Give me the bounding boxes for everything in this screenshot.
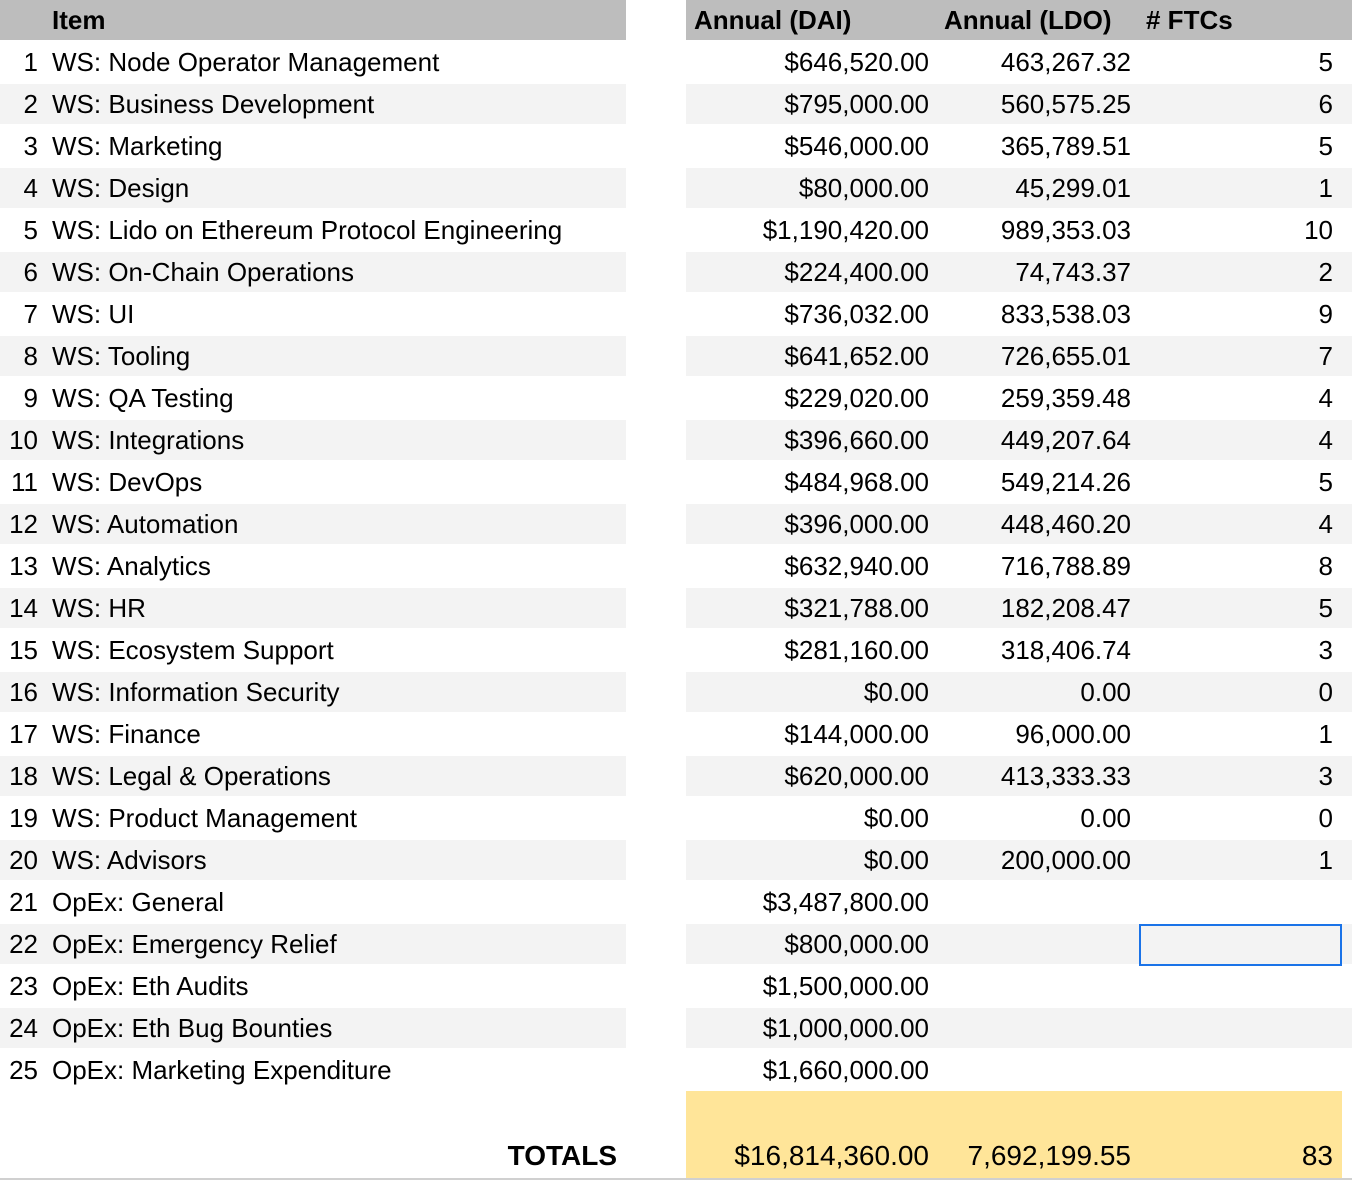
annual-dai-cell[interactable]: $281,160.00 — [784, 635, 929, 665]
table-row — [0, 1008, 1352, 1050]
item-cell[interactable]: WS: HR — [52, 593, 146, 623]
ftcs-cell[interactable]: 4 — [1318, 425, 1333, 455]
item-cell[interactable]: WS: Design — [52, 173, 190, 203]
ftcs-cell[interactable]: 7 — [1318, 341, 1333, 371]
totals-row — [0, 1136, 1352, 1178]
ftcs-cell[interactable]: 1 — [1318, 173, 1333, 203]
table-row — [0, 252, 1352, 294]
row-number[interactable]: 25 — [9, 1055, 38, 1085]
table-row — [0, 504, 1352, 546]
table-row — [0, 546, 1352, 588]
annual-dai-cell[interactable]: $396,000.00 — [784, 509, 929, 539]
annual-ldo-cell[interactable]: 448,460.20 — [1000, 509, 1131, 539]
ftcs-cell[interactable]: 5 — [1318, 467, 1333, 497]
ftcs-cell[interactable]: 10 — [1304, 215, 1333, 245]
table-row — [0, 378, 1352, 420]
annual-dai-cell[interactable]: $224,400.00 — [784, 257, 929, 287]
table-row — [0, 420, 1352, 462]
table-row — [0, 1050, 1352, 1092]
item-cell[interactable]: OpEx: Eth Bug Bounties — [52, 1013, 333, 1043]
table-row — [0, 168, 1352, 210]
ftcs-cell[interactable]: 0 — [1318, 803, 1333, 833]
row-number[interactable]: 3 — [23, 131, 38, 161]
annual-dai-cell[interactable]: $546,000.00 — [784, 131, 929, 161]
ftcs-cell[interactable]: 1 — [1318, 845, 1333, 875]
table-row — [0, 84, 1352, 126]
annual-dai-cell[interactable]: $0.00 — [863, 803, 929, 833]
row-number[interactable]: 11 — [11, 467, 38, 497]
item-cell[interactable]: OpEx: General — [52, 887, 224, 917]
ftcs-cell[interactable]: 4 — [1318, 509, 1333, 539]
ftcs-cell[interactable] — [1140, 882, 1333, 922]
row-number[interactable]: 8 — [23, 341, 38, 371]
table-row — [0, 462, 1352, 504]
table-row — [0, 840, 1352, 882]
table-row — [0, 588, 1352, 630]
row-number[interactable]: 15 — [9, 635, 38, 665]
ftcs-cell[interactable]: 0 — [1318, 677, 1333, 707]
ftcs-cell[interactable]: 2 — [1318, 257, 1333, 287]
table-row — [0, 126, 1352, 168]
annual-ldo-cell[interactable]: 0.00 — [1080, 677, 1131, 707]
ftcs-cell[interactable]: 5 — [1318, 47, 1333, 77]
row-number[interactable]: 4 — [23, 173, 38, 203]
header-item[interactable]: Item — [52, 5, 106, 35]
row-number[interactable]: 20 — [9, 845, 38, 875]
item-cell[interactable]: WS: Tooling — [52, 341, 191, 371]
item-cell[interactable]: WS: Advisors — [52, 845, 207, 875]
row-number[interactable]: 24 — [9, 1013, 38, 1043]
annual-dai-cell[interactable]: $80,000.00 — [798, 173, 929, 203]
annual-dai-cell[interactable]: $0.00 — [863, 677, 929, 707]
annual-ldo-cell[interactable]: 726,655.01 — [1000, 341, 1131, 371]
ftcs-cell[interactable]: 3 — [1318, 635, 1333, 665]
item-cell[interactable]: WS: Information Security — [52, 677, 340, 707]
annual-dai-cell[interactable]: $1,000,000.00 — [762, 1013, 929, 1043]
annual-ldo-cell[interactable]: 0.00 — [1080, 803, 1131, 833]
totals-ftcs[interactable]: 83 — [1301, 1140, 1333, 1171]
item-cell[interactable]: WS: QA Testing — [52, 383, 234, 413]
annual-dai-cell[interactable]: $646,520.00 — [784, 47, 929, 77]
item-cell[interactable]: WS: On-Chain Operations — [52, 257, 355, 287]
row-number[interactable]: 10 — [9, 425, 38, 455]
annual-dai-cell[interactable]: $229,020.00 — [784, 383, 929, 413]
item-cell[interactable]: WS: Node Operator Management — [52, 47, 440, 77]
annual-dai-cell[interactable]: $396,660.00 — [784, 425, 929, 455]
annual-dai-cell[interactable]: $3,487,800.00 — [762, 887, 929, 917]
header-ftcs[interactable]: # FTCs — [1146, 5, 1233, 35]
row-number[interactable]: 5 — [23, 215, 38, 245]
item-cell[interactable]: WS: UI — [52, 299, 135, 329]
annual-dai-cell[interactable]: $632,940.00 — [784, 551, 929, 581]
ftcs-cell[interactable]: 5 — [1318, 131, 1333, 161]
annual-ldo-cell[interactable]: 989,353.03 — [1000, 215, 1131, 245]
row-number[interactable]: 13 — [9, 551, 38, 581]
table-row — [0, 672, 1352, 714]
item-cell[interactable]: WS: Business Development — [52, 89, 375, 119]
annual-ldo-cell[interactable]: 45,299.01 — [1015, 173, 1131, 203]
table-row — [0, 42, 1352, 84]
annual-ldo-cell[interactable]: 413,333.33 — [1000, 761, 1131, 791]
annual-ldo-cell[interactable]: 182,208.47 — [1000, 593, 1131, 623]
annual-ldo-cell[interactable]: 365,789.51 — [1000, 131, 1131, 161]
table-row — [0, 882, 1352, 924]
annual-ldo-cell[interactable]: 463,267.32 — [1000, 47, 1131, 77]
row-number[interactable]: 6 — [23, 257, 38, 287]
row-number[interactable]: 7 — [23, 299, 38, 329]
row-number[interactable]: 12 — [9, 509, 38, 539]
row-number[interactable]: 16 — [9, 677, 38, 707]
annual-ldo-cell[interactable]: 259,359.48 — [1000, 383, 1131, 413]
item-cell[interactable]: WS: Product Management — [52, 803, 357, 833]
annual-dai-cell[interactable]: $641,652.00 — [784, 341, 929, 371]
ftcs-cell[interactable]: 5 — [1318, 593, 1333, 623]
annual-ldo-cell[interactable] — [940, 1050, 1131, 1090]
annual-ldo-cell[interactable] — [940, 966, 1131, 1006]
table-row — [0, 336, 1352, 378]
ftcs-cell[interactable]: 3 — [1318, 761, 1333, 791]
item-cell[interactable]: WS: Analytics — [52, 551, 211, 581]
ftcs-cell[interactable]: 1 — [1318, 719, 1333, 749]
table-row — [0, 714, 1352, 756]
annual-dai-cell[interactable]: $620,000.00 — [784, 761, 929, 791]
annual-ldo-cell[interactable]: 96,000.00 — [1015, 719, 1131, 749]
annual-ldo-cell[interactable]: 318,406.74 — [1000, 635, 1131, 665]
table-row — [0, 210, 1352, 252]
annual-dai-cell[interactable]: $484,968.00 — [784, 467, 929, 497]
table-row — [0, 294, 1352, 336]
table-row — [0, 630, 1352, 672]
annual-ldo-cell[interactable]: 449,207.64 — [1000, 425, 1131, 455]
row-number[interactable]: 18 — [9, 761, 38, 791]
ftcs-cell[interactable]: 9 — [1318, 299, 1333, 329]
annual-ldo-cell[interactable] — [940, 924, 1131, 964]
annual-ldo-cell[interactable]: 833,538.03 — [1000, 299, 1131, 329]
row-number[interactable]: 2 — [23, 89, 38, 119]
header-annual-ldo[interactable]: Annual (LDO) — [944, 5, 1112, 35]
totals-ldo[interactable]: 7,692,199.55 — [967, 1140, 1131, 1171]
annual-dai-cell[interactable]: $144,000.00 — [784, 719, 929, 749]
annual-ldo-cell[interactable] — [940, 1008, 1131, 1048]
ftcs-cell[interactable] — [1140, 1050, 1333, 1090]
ftcs-cell[interactable]: 4 — [1318, 383, 1333, 413]
row-number[interactable]: 17 — [9, 719, 38, 749]
row-number[interactable]: 22 — [9, 929, 38, 959]
table-row — [0, 798, 1352, 840]
annual-dai-cell[interactable]: $0.00 — [863, 845, 929, 875]
row-number[interactable]: 23 — [9, 971, 38, 1001]
item-cell[interactable]: WS: Lido on Ethereum Protocol Engineering — [52, 215, 563, 245]
row-number[interactable]: 19 — [9, 803, 38, 833]
table-row — [0, 756, 1352, 798]
item-cell[interactable]: WS: Marketing — [52, 131, 223, 161]
item-cell[interactable]: WS: Legal & Operations — [52, 761, 331, 791]
row-number[interactable]: 21 — [9, 887, 38, 917]
annual-dai-cell[interactable]: $800,000.00 — [784, 929, 929, 959]
row-number[interactable]: 1 — [23, 47, 38, 77]
item-cell[interactable]: WS: DevOps — [52, 467, 203, 497]
item-cell[interactable]: OpEx: Marketing Expenditure — [52, 1055, 392, 1085]
ftcs-cell[interactable]: 6 — [1318, 89, 1333, 119]
annual-ldo-cell[interactable]: 74,743.37 — [1015, 257, 1131, 287]
annual-dai-cell[interactable]: $321,788.00 — [784, 593, 929, 623]
ftcs-cell[interactable] — [1140, 966, 1333, 1006]
row-number[interactable]: 14 — [9, 593, 38, 623]
item-cell[interactable]: OpEx: Eth Audits — [52, 971, 249, 1001]
annual-dai-cell[interactable]: $1,660,000.00 — [762, 1055, 929, 1085]
annual-dai-cell[interactable]: $1,500,000.00 — [762, 971, 929, 1001]
ftcs-cell[interactable]: 8 — [1318, 551, 1333, 581]
annual-ldo-cell[interactable]: 200,000.00 — [1000, 845, 1131, 875]
item-cell[interactable]: WS: Ecosystem Support — [52, 635, 334, 665]
header-annual-dai[interactable]: Annual (DAI) — [694, 5, 852, 35]
annual-ldo-cell[interactable]: 560,575.25 — [1000, 89, 1131, 119]
annual-dai-cell[interactable]: $736,032.00 — [784, 299, 929, 329]
item-cell[interactable]: WS: Finance — [52, 719, 201, 749]
annual-ldo-cell[interactable]: 716,788.89 — [1000, 551, 1131, 581]
annual-ldo-cell[interactable]: 549,214.26 — [1000, 467, 1131, 497]
item-cell[interactable]: WS: Automation — [52, 509, 239, 539]
annual-dai-cell[interactable]: $795,000.00 — [784, 89, 929, 119]
item-cell[interactable]: WS: Integrations — [52, 425, 245, 455]
row-number[interactable]: 9 — [23, 383, 38, 413]
ftcs-cell[interactable] — [1140, 1008, 1333, 1048]
annual-dai-cell[interactable]: $1,190,420.00 — [762, 215, 929, 245]
header-row — [0, 0, 1352, 40]
annual-ldo-cell[interactable] — [940, 882, 1131, 922]
totals-label[interactable]: TOTALS — [507, 1140, 617, 1171]
totals-dai[interactable]: $16,814,360.00 — [734, 1140, 929, 1171]
item-cell[interactable]: OpEx: Emergency Relief — [52, 929, 337, 959]
selected-cell[interactable] — [1139, 924, 1342, 966]
table-row — [0, 966, 1352, 1008]
